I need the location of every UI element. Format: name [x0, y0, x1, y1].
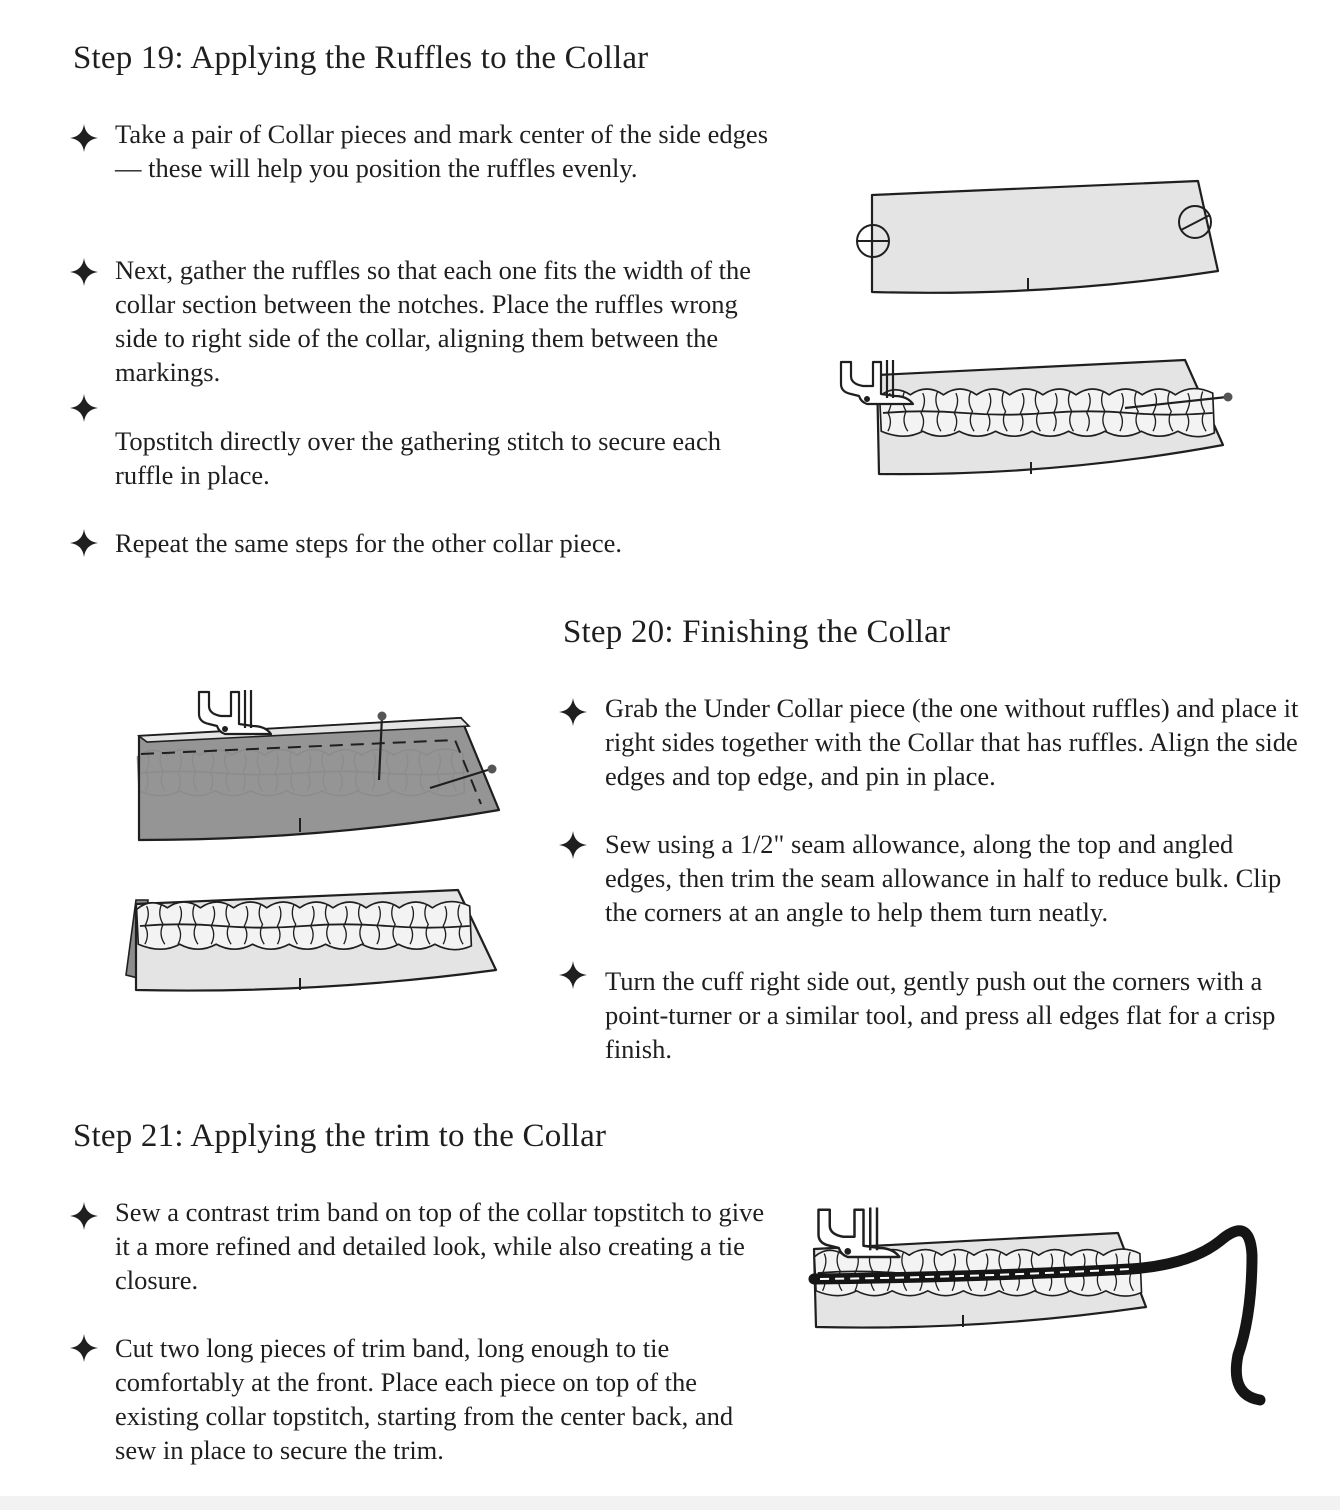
step-21-title: Step 21: Applying the trim to the Collar — [73, 1118, 607, 1154]
bullet-text: Sew a contrast trim band on top of the collar topstitch to give it a more refined and detailed look, while also creating a tie closure. — [115, 1197, 765, 1295]
bullet-text: Next, gather the ruffles so that each one fits the width of the collar section between the notches. Place the ruffles wrong side to right side of the collar, aligning them between the markings. — [115, 255, 752, 387]
bullet-text: Turn the cuff right side out, gently push out the corners with a point-turner or a similar tool, and press all edges flat for a crisp finish. — [605, 966, 1276, 1064]
four-point-star-icon — [558, 830, 588, 860]
four-point-star-icon — [69, 528, 99, 558]
ruffles-on-collar-illustration — [835, 350, 1235, 485]
four-point-star-icon — [558, 697, 588, 727]
finished-collar-illustration — [118, 870, 503, 995]
step-19-title: Step 19: Applying the Ruffles to the Collar — [73, 40, 649, 76]
four-point-star-icon — [69, 123, 99, 153]
trim-band-illustration — [800, 1195, 1275, 1415]
collar-piece-illustration — [850, 175, 1230, 305]
four-point-star-icon — [558, 960, 588, 990]
four-point-star-icon — [69, 257, 99, 287]
four-point-star-icon — [69, 1201, 99, 1231]
bullet-text: Repeat the same steps for the other collar piece. — [115, 528, 622, 558]
four-point-star-icon — [69, 393, 99, 423]
bullet-text: Topstitch directly over the gathering stitch to secure each ruffle in place. — [115, 426, 721, 490]
bullet-text: Cut two long pieces of trim band, long enough to tie comfortably at the front. Place each piece on top of the existing collar topstitch, starting from the center back, and sew in place to secure the trim. — [115, 1333, 734, 1465]
under-collar-pinned-illustration — [125, 680, 510, 845]
page-bottom-edge — [0, 1496, 1340, 1510]
step-20-title: Step 20: Finishing the Collar — [563, 614, 951, 650]
bullet-text: Sew using a 1/2" seam allowance, along the top and angled edges, then trim the seam allowance in half to reduce bulk. Clip the corners at an angle to help them turn neatly. — [605, 829, 1282, 927]
bullet-text: Grab the Under Collar piece (the one without ruffles) and place it right sides together with the Collar that has ruffles. Align the side edges and top edge, and pin in place. — [605, 693, 1299, 791]
bullet-text: Take a pair of Collar pieces and mark center of the side edges — these will help you position the ruffles evenly. — [115, 119, 769, 183]
four-point-star-icon — [69, 1333, 99, 1363]
